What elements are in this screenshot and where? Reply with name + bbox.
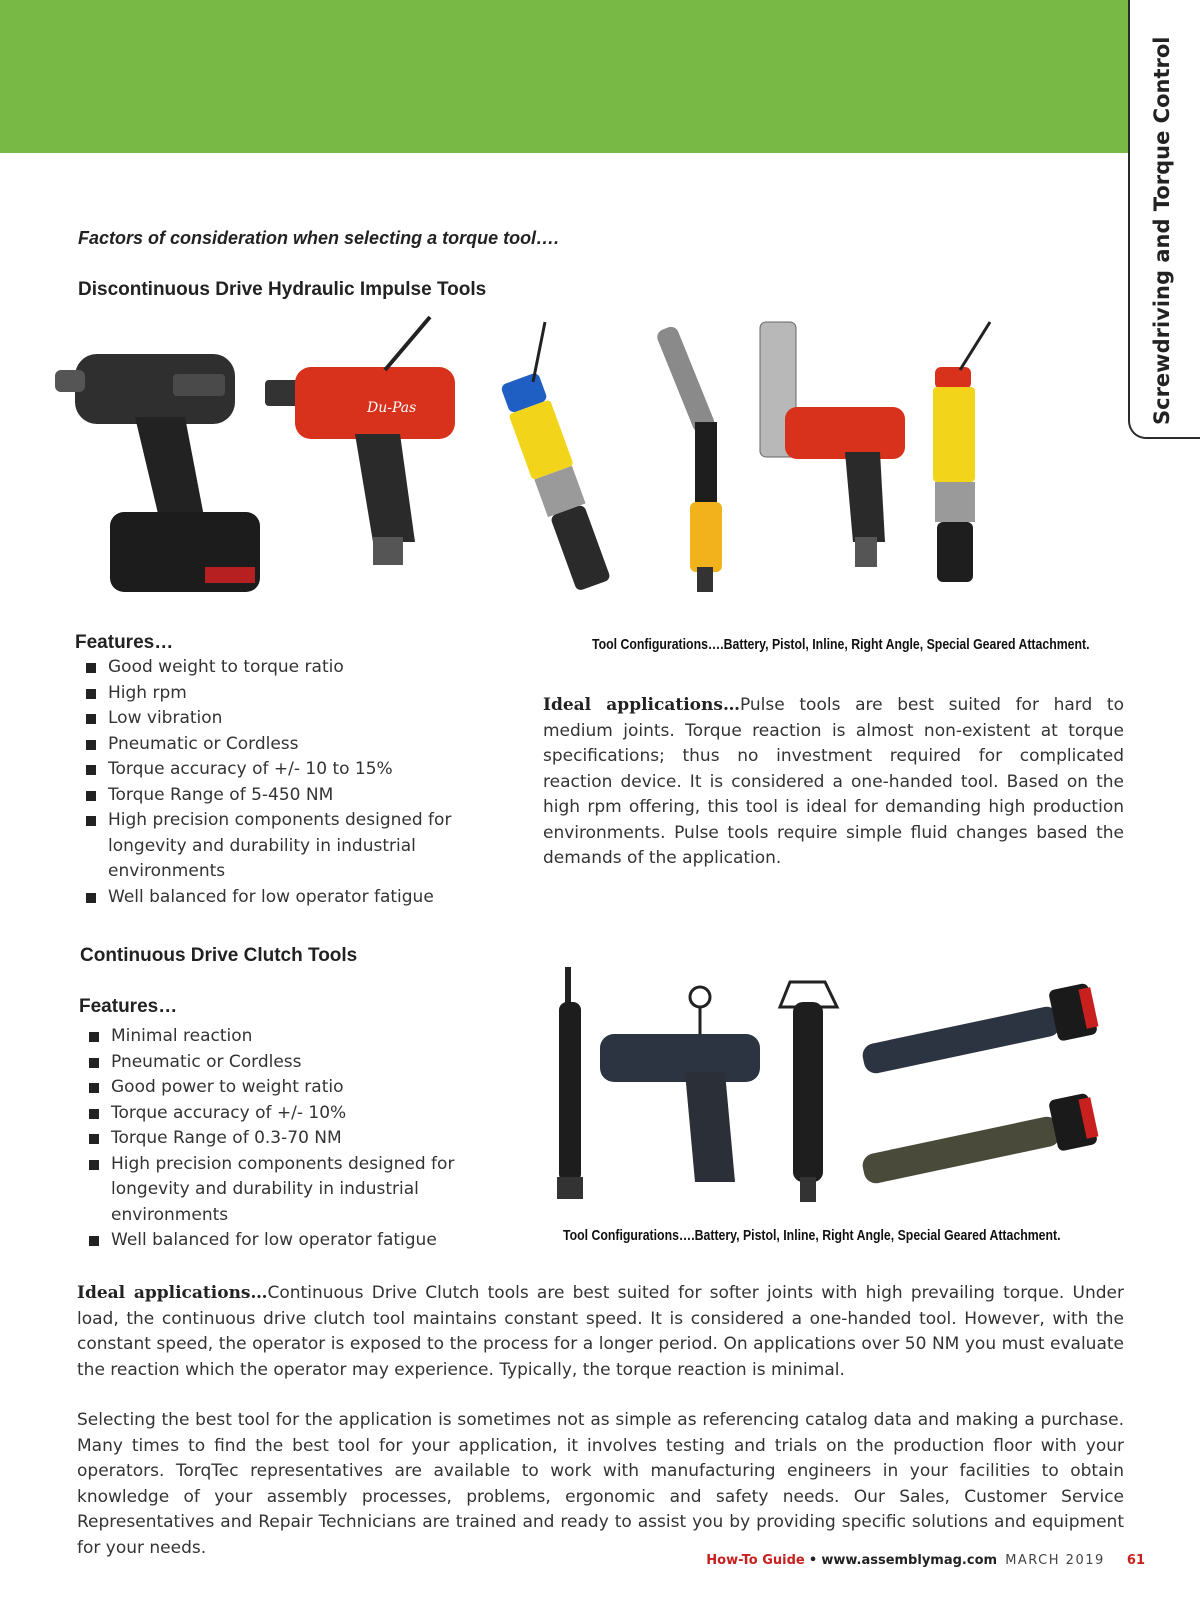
ideal-applications-label: Ideal applications…	[77, 1283, 268, 1303]
inline-clutch-tool-illustration	[557, 967, 583, 1199]
ideal-applications-text: Pulse tools are best suited for hard to medium joints. Torque reaction is almost non-existent at torque specifications; thus no investment required for complicated reaction device. It is considered a one-handed tool. Based on the high rpm offering, this tool is ideal for demanding high production environments. Pulse tools require simple fluid changes based the demands of the application.	[543, 695, 1124, 868]
footer-separator: •	[808, 1553, 818, 1568]
right-angle-pulse-tool-illustration	[655, 324, 722, 592]
list-item: High precision components designed for longevity and durability in industrial environments	[78, 808, 528, 885]
section2-ideal-applications	[77, 1281, 1124, 1383]
list-item: Torque accuracy of +/- 10%	[81, 1101, 531, 1127]
closing-paragraph: Selecting the best tool for the application is sometimes not as simple as referencing catalog data and making a purchase. Many times to find the best tool for your application, it involves testing and trials on the production floor with your operators. TorqTec representatives are available to work with manufacturing engineers in your facilities to obtain knowledge of your assembly processes, problems, ergonomic and safety needs. Our Sales, Customer Service Representatives and Repair Technicians are trained and ready to assist you by providing specific solutions and equipment for your needs.	[77, 1410, 1124, 1558]
ideal-applications-label: Ideal applications…	[543, 695, 740, 715]
list-item: Good weight to torque ratio	[78, 655, 528, 681]
battery-angle-clutch-tool-illustration	[857, 982, 1100, 1082]
list-item: Pneumatic or Cordless	[81, 1050, 531, 1076]
page-footer	[706, 1553, 1145, 1568]
section1-config-caption: Tool Configurations….Battery, Pistol, Inline, Right Angle, Special Geared Attachment.	[592, 636, 1090, 653]
pistol-clutch-tool-illustration	[600, 987, 760, 1182]
section2-features-list	[81, 1024, 531, 1254]
list-item: Minimal reaction	[81, 1024, 531, 1050]
list-item: High rpm	[78, 681, 528, 707]
straight-pulse-tool-illustration	[933, 322, 990, 582]
list-item: Good power to weight ratio	[81, 1075, 531, 1101]
inline-pulse-tool-illustration	[498, 322, 615, 593]
page-number: 61	[1126, 1553, 1145, 1568]
battery-angle-clutch-tool-2-illustration	[857, 1092, 1100, 1192]
list-item: Torque accuracy of +/- 10 to 15%	[78, 757, 528, 783]
section1-title: Discontinuous Drive Hydraulic Impulse Tools	[78, 279, 487, 300]
footer-guide: How-To Guide	[706, 1553, 805, 1568]
side-tab-title: Screwdriving and Torque Control	[1150, 36, 1174, 425]
footer-site: www.assemblymag.com	[821, 1553, 998, 1568]
section1-features-list	[78, 655, 528, 910]
list-item: High precision components designed for longevity and durability in industrial environments	[81, 1152, 531, 1229]
list-item: Low vibration	[78, 706, 528, 732]
ideal-applications-text: Continuous Drive Clutch tools are best suited for softer joints with high prevailing torque. Under load, the continuous drive clutch tool maintains constant speed. It is considered a one-handed tool. However, with the constant speed, the operator is exposed to the process for a longer period. On applications over 50 NM you must evaluate the reaction which the operator may experience. Typically, the torque reaction is minimal.	[77, 1283, 1125, 1380]
pistol-pulse-tool-illustration	[265, 317, 455, 565]
geared-attachment-pulse-tool-illustration	[760, 322, 905, 567]
intro-heading: Factors of consideration when selecting a torque tool….	[78, 228, 560, 248]
tool-brand-badge: Du-Pas	[367, 400, 417, 416]
list-item: Well balanced for low operator fatigue	[81, 1228, 531, 1254]
clutch-tools-image	[555, 962, 1125, 1212]
list-item: Torque Range of 5-450 NM	[78, 783, 528, 809]
section2-title: Continuous Drive Clutch Tools	[80, 945, 358, 966]
section1-ideal-applications	[543, 693, 1124, 872]
battery-pulse-tool-illustration	[55, 354, 260, 592]
impulse-tools-image	[55, 312, 1105, 612]
section2-config-caption: Tool Configurations….Battery, Pistol, Inline, Right Angle, Special Geared Attachment.	[563, 1227, 1061, 1244]
section2-features-heading: Features…	[79, 996, 178, 1017]
section1-features-heading: Features…	[75, 632, 174, 653]
list-item: Torque Range of 0.3-70 NM	[81, 1126, 531, 1152]
list-item: Well balanced for low operator fatigue	[78, 885, 528, 911]
list-item: Pneumatic or Cordless	[78, 732, 528, 758]
footer-date: MARCH 2019	[1005, 1553, 1105, 1568]
suspended-inline-clutch-tool-illustration	[780, 982, 837, 1202]
header-color-band	[0, 0, 1130, 153]
